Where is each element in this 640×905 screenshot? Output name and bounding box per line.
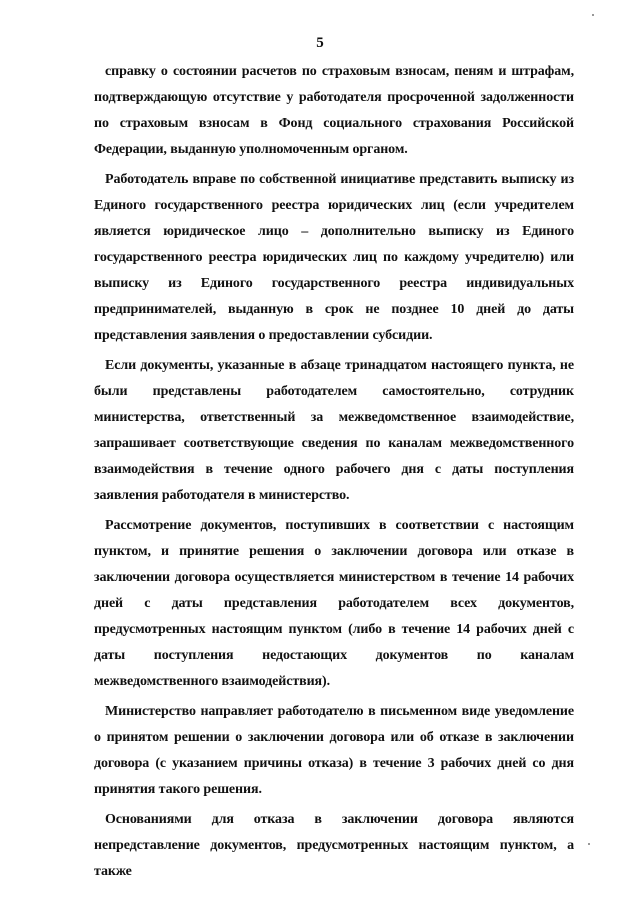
- scan-speck: [592, 14, 594, 16]
- paragraph-refusal-grounds: Основаниями для отказа в заключении договора являются непредставление документов, предусмотренных настоящим пунктом, а также: [94, 812, 574, 879]
- document-body: [94, 59, 574, 889]
- paragraph-certificate: справку о состоянии расчетов по страховым взносам, пеням и штрафам, подтверждающую отсутствие у работодателя просроченной задолженности по страховым взносам в Фонд социального страхования Российской Федерации, выданную уполномоченным органом.: [94, 64, 574, 157]
- paragraph-review-period: Рассмотрение документов, поступивших в соответствии с настоящим пунктом, и принятие решения о заключении договора или отказе в заключении договора осуществляется министерством в течение 14 рабочих дней с даты представления работодателем всех документов, предусмотренных настоящим пунктом (либо в течение 14 рабочих дней с даты поступления недостающих документов по каналам межведомственного взаимодействия).: [94, 518, 574, 689]
- paragraph-registry-extract: Работодатель вправе по собственной инициативе представить выписку из Единого государственного реестра юридических лиц (если учредителем является юридическое лицо – дополнительно выписку из Единого государственного реестра юридических лиц по каждому учредителю) или выписку из Единого государственного реестра индивидуальных предпринимателей, выданную в срок не позднее 10 дней до даты представления заявления о предоставлении субсидии.: [94, 172, 574, 343]
- paragraph-interagency-request: Если документы, указанные в абзаце тринадцатом настоящего пункта, не были представлены работодателем самостоятельно, сотрудник министерства, ответственный за межведомственное взаимодействие, запрашивает соответствующие сведения по каналам межведомственного взаимодействия в течение одного рабочего дня с даты поступления заявления работодателя в министерство.: [94, 358, 574, 503]
- scan-speck: [588, 843, 590, 845]
- paragraph-notification: Министерство направляет работодателю в письменном виде уведомление о принятом решении о заключении договора или об отказе в заключении договора (с указанием причины отказа) в течение 3 рабочих дней со дня принятия такого решения.: [94, 704, 574, 797]
- page-number: 5: [316, 35, 324, 51]
